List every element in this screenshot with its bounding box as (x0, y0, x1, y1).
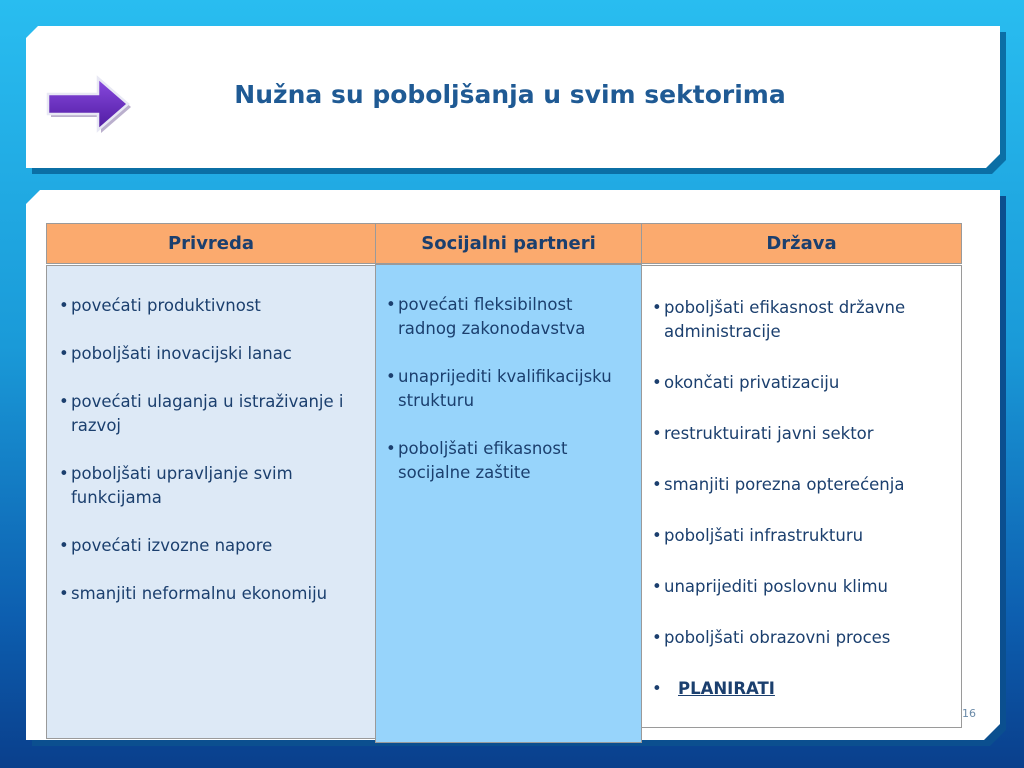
list-item: • povećati ulaganja u istraživanje i razvoj (57, 390, 365, 438)
list-item: • smanjiti neformalnu ekonomiju (57, 582, 365, 606)
list-item: • smanjiti porezna opterećenja (650, 473, 953, 497)
list-item: • poboljšati upravljanje svim funkcijama (57, 462, 365, 510)
column-privreda (46, 265, 376, 739)
list-item: • okončati privatizaciju (650, 371, 953, 395)
column-header-socijalni-partneri: Socijalni partneri (375, 223, 642, 264)
list-item: • poboljšati infrastrukturu (650, 524, 953, 548)
column-socijalni-partneri (375, 264, 642, 743)
column-drzava (641, 265, 962, 728)
list-item: • povećati fleksibilnost radnog zakonodavstva (384, 293, 633, 341)
list-item: • unaprijediti kvalifikacijsku strukturu (384, 365, 633, 413)
page-number: 16 (962, 707, 976, 720)
planirati-list-item (650, 677, 953, 701)
right-arrow-icon (44, 74, 132, 134)
column-header-privreda: Privreda (46, 223, 376, 264)
slide-title: Nužna su poboljšanja u svim sektorima (234, 80, 786, 109)
list-item: • poboljšati inovacijski lanac (57, 342, 365, 366)
list-item: • povećati produktivnost (57, 294, 365, 318)
list-item: • poboljšati obrazovni proces (650, 626, 953, 650)
list-item: • unaprijediti poslovnu klimu (650, 575, 953, 599)
list-item: • poboljšati efikasnost socijalne zaštite (384, 437, 633, 485)
column-header-drzava: Država (641, 223, 962, 264)
list-item: • poboljšati efikasnost državne administracije (650, 296, 953, 344)
list-item: • povećati izvozne napore (57, 534, 365, 558)
planirati-link[interactable]: PLANIRATI (678, 679, 775, 698)
list-item: • restruktuirati javni sektor (650, 422, 953, 446)
